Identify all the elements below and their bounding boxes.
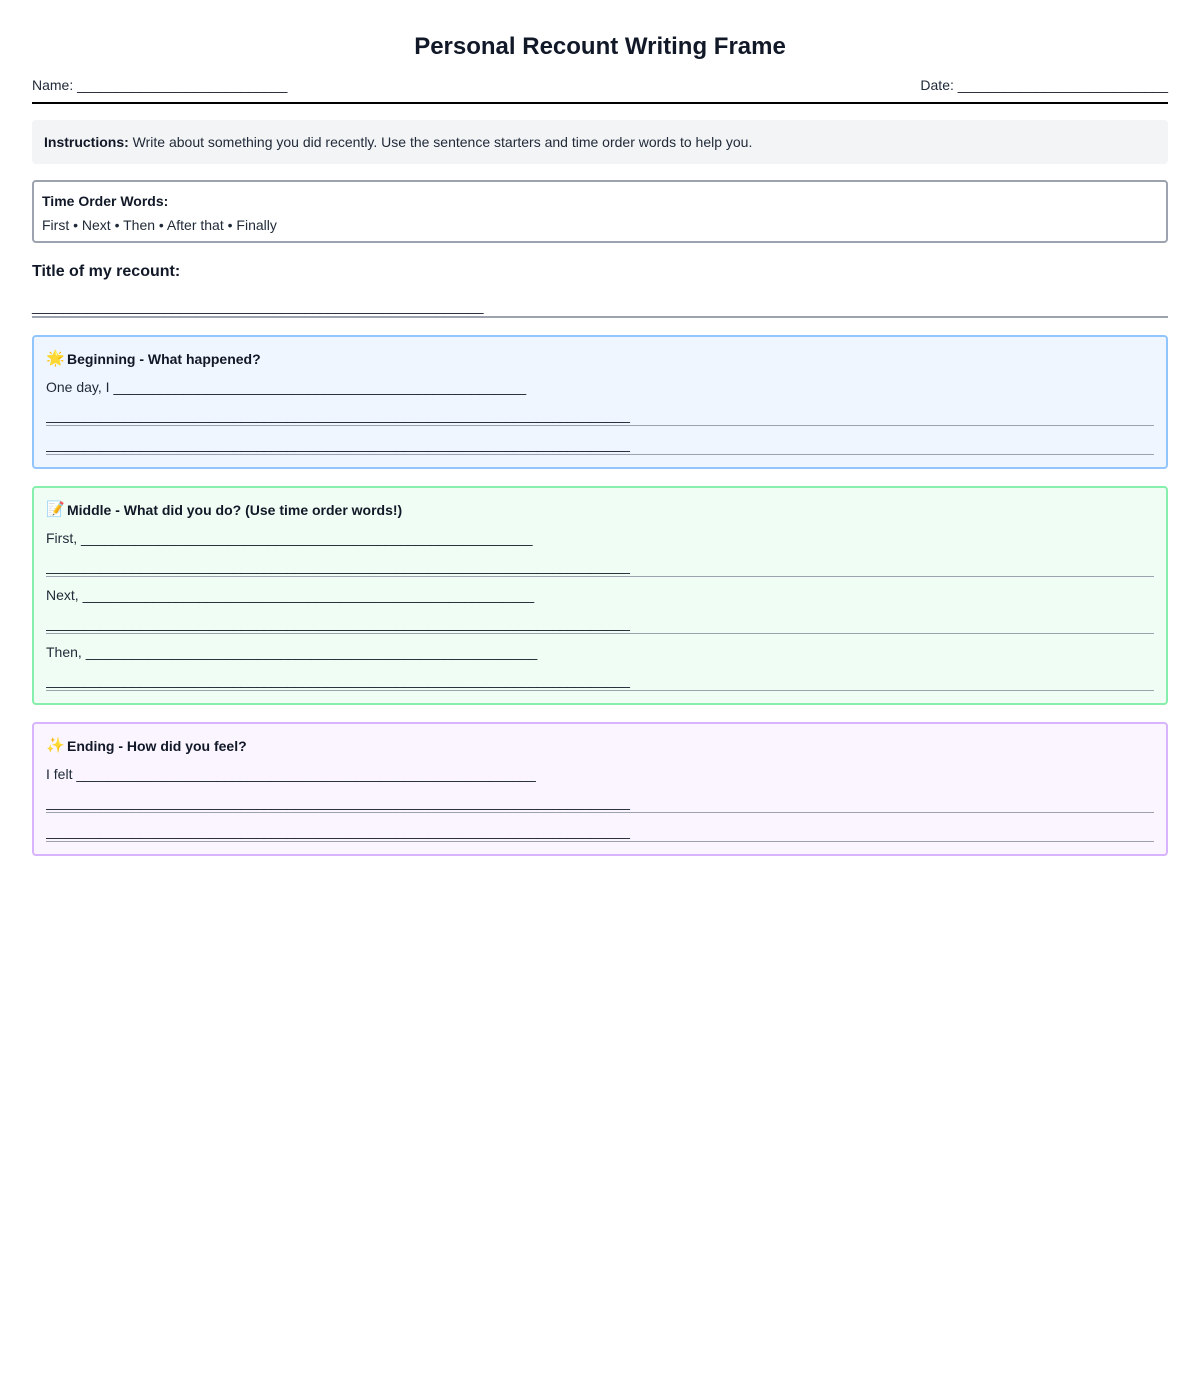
writing-line[interactable]: ___________________________________________________________________________ [46, 662, 1154, 691]
starter-blank[interactable]: _____________________________________________________ [113, 379, 527, 395]
name-field[interactable] [32, 76, 287, 94]
sparkles-icon: ✨ [46, 737, 65, 754]
instructions-text: Write about something you did recently. Use the sentence starters and time order words to help you. [128, 134, 753, 150]
starter-blank[interactable]: __________________________________________________________ [82, 587, 535, 603]
middle-heading [46, 500, 1154, 520]
name-blank[interactable]: ___________________________ [77, 77, 288, 93]
memo-icon: 📝 [46, 501, 65, 518]
time-order-words-box [32, 180, 1168, 243]
starter-blank[interactable]: ___________________________________________________________ [76, 766, 536, 782]
starter-text: I felt [46, 766, 73, 782]
date-label: Date: [920, 77, 954, 93]
middle-starter-first[interactable] [46, 528, 1154, 548]
ending-section [32, 722, 1168, 856]
time-order-words-list: First • Next • Then • After that • Finally [42, 217, 277, 233]
starter-text: First, [46, 530, 78, 546]
beginning-heading-text: Beginning - What happened? [67, 351, 261, 367]
ending-heading [46, 736, 1154, 756]
middle-heading-text: Middle - What did you do? (Use time order words!) [67, 502, 403, 518]
ending-starter[interactable] [46, 764, 1154, 784]
writing-line[interactable]: ___________________________________________________________________________ [46, 605, 1154, 634]
beginning-starter[interactable] [46, 377, 1154, 397]
date-field[interactable] [920, 76, 1168, 94]
name-date-row [32, 76, 1168, 104]
writing-line[interactable]: ___________________________________________________________________________ [46, 548, 1154, 577]
middle-section [32, 486, 1168, 705]
beginning-section [32, 335, 1168, 469]
time-order-words-title: Time Order Words: [42, 193, 169, 209]
starter-text: Next, [46, 587, 79, 603]
starter-blank[interactable]: __________________________________________________________ [85, 644, 538, 660]
writing-line[interactable]: ___________________________________________________________________________ [46, 784, 1154, 813]
starter-blank[interactable]: __________________________________________________________ [81, 530, 533, 546]
recount-title-heading: Title of my recount: [32, 263, 181, 280]
glowing-star-icon: 🌟 [46, 350, 65, 367]
page-title: Personal Recount Writing Frame [414, 33, 786, 60]
starter-text: Then, [46, 644, 82, 660]
middle-starter-then[interactable] [46, 642, 1154, 662]
writing-line[interactable]: ___________________________________________________________________________ [46, 813, 1154, 842]
recount-title-line[interactable]: __________________________________________________________ [32, 293, 1168, 318]
beginning-heading [46, 349, 1154, 369]
date-blank[interactable]: ___________________________ [957, 77, 1168, 93]
recount-title-section [32, 261, 1168, 318]
instructions-box [32, 120, 1168, 164]
writing-line[interactable]: ___________________________________________________________________________ [46, 397, 1154, 426]
starter-text: One day, I [46, 379, 110, 395]
middle-starter-next[interactable] [46, 585, 1154, 605]
ending-heading-text: Ending - How did you feel? [67, 738, 247, 754]
instructions-label: Instructions: [44, 134, 129, 150]
writing-line[interactable]: ___________________________________________________________________________ [46, 426, 1154, 455]
name-label: Name: [32, 77, 74, 93]
